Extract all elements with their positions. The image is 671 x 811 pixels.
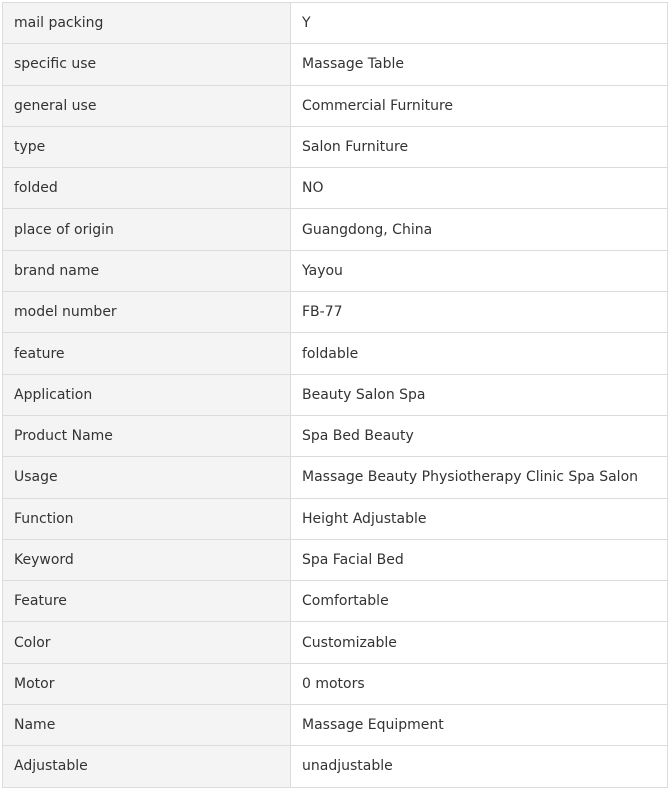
product-spec-table	[2, 2, 668, 788]
spec-row-type	[3, 126, 668, 167]
spec-value: Massage Equipment	[291, 705, 668, 746]
spec-key: mail packing	[3, 3, 291, 44]
spec-key: Adjustable	[3, 746, 291, 787]
spec-row-place-of-origin	[3, 209, 668, 250]
spec-key: folded	[3, 168, 291, 209]
spec-value: Customizable	[291, 622, 668, 663]
spec-value: Salon Furniture	[291, 126, 668, 167]
spec-row-function	[3, 498, 668, 539]
spec-value: Massage Table	[291, 44, 668, 85]
spec-value: foldable	[291, 333, 668, 374]
spec-row-general-use	[3, 85, 668, 126]
spec-row-application	[3, 374, 668, 415]
spec-value: FB-77	[291, 292, 668, 333]
spec-value: 0 motors	[291, 663, 668, 704]
spec-key: Application	[3, 374, 291, 415]
spec-row-specific-use	[3, 44, 668, 85]
spec-key: Motor	[3, 663, 291, 704]
spec-row-usage	[3, 457, 668, 498]
spec-value: Y	[291, 3, 668, 44]
spec-value: Massage Beauty Physiotherapy Clinic Spa Salon	[291, 457, 668, 498]
spec-value: Comfortable	[291, 581, 668, 622]
spec-row-motor	[3, 663, 668, 704]
spec-value: Yayou	[291, 250, 668, 291]
spec-key: brand name	[3, 250, 291, 291]
spec-key: Feature	[3, 581, 291, 622]
spec-row-name	[3, 705, 668, 746]
spec-row-feature-2	[3, 581, 668, 622]
spec-row-brand-name	[3, 250, 668, 291]
spec-row-adjustable	[3, 746, 668, 787]
spec-key: Function	[3, 498, 291, 539]
spec-row-model-number	[3, 292, 668, 333]
spec-key: Product Name	[3, 415, 291, 456]
spec-key: place of origin	[3, 209, 291, 250]
spec-key: feature	[3, 333, 291, 374]
spec-key: general use	[3, 85, 291, 126]
spec-value: NO	[291, 168, 668, 209]
spec-key: specific use	[3, 44, 291, 85]
spec-value: Beauty Salon Spa	[291, 374, 668, 415]
spec-value: Spa Bed Beauty	[291, 415, 668, 456]
spec-row-folded	[3, 168, 668, 209]
spec-key: type	[3, 126, 291, 167]
spec-value: Commercial Furniture	[291, 85, 668, 126]
spec-value: Height Adjustable	[291, 498, 668, 539]
spec-value: Spa Facial Bed	[291, 539, 668, 580]
spec-key: Keyword	[3, 539, 291, 580]
spec-row-keyword	[3, 539, 668, 580]
spec-key: Usage	[3, 457, 291, 498]
spec-row-mail-packing	[3, 3, 668, 44]
spec-table-body	[3, 3, 668, 788]
spec-value: unadjustable	[291, 746, 668, 787]
spec-key: model number	[3, 292, 291, 333]
spec-key: Name	[3, 705, 291, 746]
spec-value: Guangdong, China	[291, 209, 668, 250]
spec-row-color	[3, 622, 668, 663]
spec-row-feature	[3, 333, 668, 374]
spec-row-product-name	[3, 415, 668, 456]
spec-key: Color	[3, 622, 291, 663]
